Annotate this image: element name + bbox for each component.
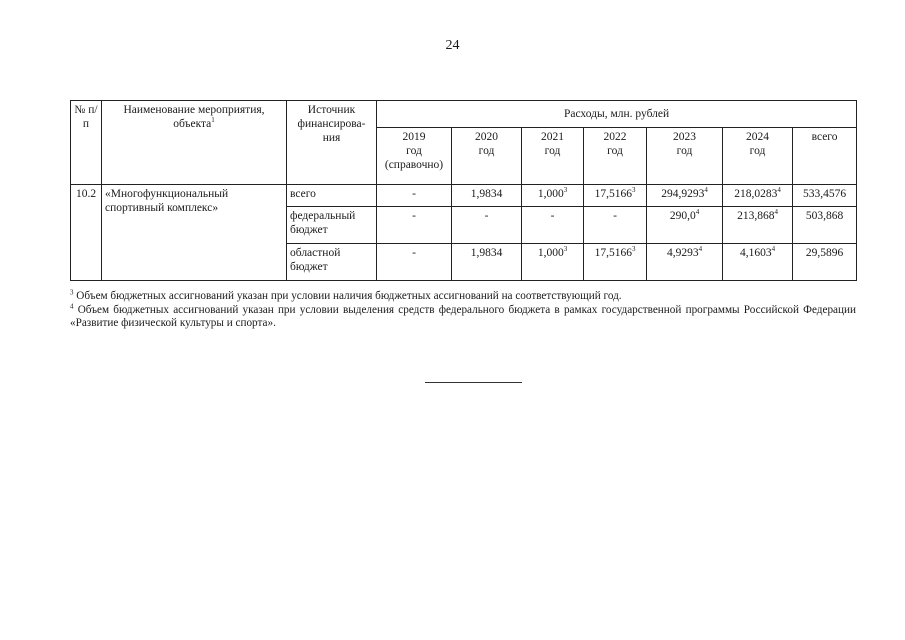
budget-table <box>70 100 857 281</box>
header-name <box>102 101 287 185</box>
amount-value: 1,9834 <box>470 247 503 259</box>
amount-cell <box>723 207 793 244</box>
header-year <box>522 128 584 185</box>
header-year-year: 2023 <box>673 131 696 143</box>
amount-cell <box>584 244 647 281</box>
header-year-unit: год <box>749 145 766 157</box>
amount-cell <box>584 185 647 207</box>
header-year <box>377 128 452 185</box>
footnote-text: Объем бюджетных ассигнований указан при условии наличия бюджетных ассигнований на соответствующий год. <box>73 290 622 302</box>
amount-value: - <box>412 247 416 259</box>
header-year-year: 2024 <box>746 131 769 143</box>
amount-value: - <box>412 210 416 222</box>
amount-cell <box>793 207 857 244</box>
amount-footnote-mark: 4 <box>698 245 703 254</box>
amount-cell <box>723 244 793 281</box>
amount-cell <box>522 244 584 281</box>
amount-value: 533,4576 <box>802 188 847 200</box>
footnote-mark: 3 <box>70 288 74 297</box>
amount-cell <box>647 185 723 207</box>
amount-value: 17,5166 <box>594 247 632 259</box>
header-year-year: 2020 <box>475 131 498 143</box>
amount-value: 503,868 <box>805 210 844 222</box>
header-name-sup: 1 <box>211 116 215 125</box>
header-year <box>723 128 793 185</box>
item-num: 10.2 <box>71 185 102 281</box>
amount-cell <box>377 185 452 207</box>
amount-value: 17,5166 <box>594 188 632 200</box>
funding-source: всего <box>287 185 377 207</box>
table-header-row <box>71 101 857 128</box>
amount-cell <box>522 207 584 244</box>
header-year <box>793 128 857 185</box>
footnote-text: Объем бюджетных ассигнований указан при условии выделения средств федерального бюджета в рамках государственной программы Российской Федерации «Развитие физической культуры и спорта». <box>70 303 856 329</box>
header-year-unit: год <box>406 145 422 157</box>
header-year-unit: год <box>478 145 495 157</box>
header-source: Источник финансирова-ния <box>287 101 377 185</box>
amount-footnote-mark: 4 <box>695 208 700 217</box>
header-year <box>584 128 647 185</box>
amount-value: 1,000 <box>537 188 564 200</box>
amount-cell <box>793 185 857 207</box>
header-year-year: всего <box>811 131 838 143</box>
amount-footnote-mark: 3 <box>631 186 636 195</box>
amount-cell <box>647 207 723 244</box>
amount-value: - <box>613 210 617 222</box>
funding-source: областной бюджет <box>287 244 377 281</box>
header-name-text: Наименование мероприятия, объекта <box>123 104 265 130</box>
header-year-year: 2021 <box>541 131 564 143</box>
amount-value: 29,5896 <box>805 247 844 259</box>
header-year-unit: год <box>607 145 623 157</box>
header-year-unit: год <box>544 145 561 157</box>
amount-footnote-mark: 3 <box>563 245 568 254</box>
amount-footnote-mark: 4 <box>774 208 778 217</box>
header-expenses: Расходы, млн. рублей <box>377 101 857 128</box>
header-year <box>647 128 723 185</box>
amount-cell <box>647 244 723 281</box>
amount-footnote-mark: 4 <box>704 186 708 195</box>
header-num: № п/п <box>71 101 102 185</box>
amount-value: 218,0283 <box>734 188 778 200</box>
amount-cell <box>377 207 452 244</box>
amount-footnote-mark: 4 <box>771 245 776 254</box>
amount-cell <box>377 244 452 281</box>
funding-source: федеральный бюджет <box>287 207 377 244</box>
amount-cell <box>723 185 793 207</box>
header-year-year: 2019 <box>402 131 426 143</box>
footnote <box>70 290 856 304</box>
table-row <box>71 185 857 207</box>
amount-footnote-mark: 3 <box>631 245 636 254</box>
amount-cell <box>584 207 647 244</box>
separator-line <box>425 382 522 383</box>
amount-value: 290,0 <box>669 210 696 222</box>
footnote-mark: 4 <box>70 301 74 310</box>
footnote <box>70 301 856 331</box>
amount-value: 1,9834 <box>470 188 503 200</box>
footnotes <box>70 290 856 331</box>
amount-cell <box>793 244 857 281</box>
amount-value: 213,868 <box>737 210 775 222</box>
amount-footnote-mark: 3 <box>563 186 568 195</box>
amount-value: 4,1603 <box>739 247 772 259</box>
amount-cell <box>452 244 522 281</box>
header-year-note: (справочно) <box>384 159 444 171</box>
amount-footnote-mark: 4 <box>777 186 781 195</box>
header-year <box>452 128 522 185</box>
amount-value: - <box>550 210 555 222</box>
amount-value: - <box>412 188 416 200</box>
item-name: «Многофункциональный спортивный комплекс» <box>102 185 287 281</box>
amount-value: - <box>484 210 489 222</box>
page-number: 24 <box>445 38 460 53</box>
amount-value: 1,000 <box>537 247 564 259</box>
header-year-unit: год <box>676 145 693 157</box>
amount-value: 4,9293 <box>666 247 699 259</box>
header-year-year: 2022 <box>603 131 627 143</box>
amount-value: 294,9293 <box>661 188 705 200</box>
amount-cell <box>452 207 522 244</box>
amount-cell <box>522 185 584 207</box>
amount-cell <box>452 185 522 207</box>
